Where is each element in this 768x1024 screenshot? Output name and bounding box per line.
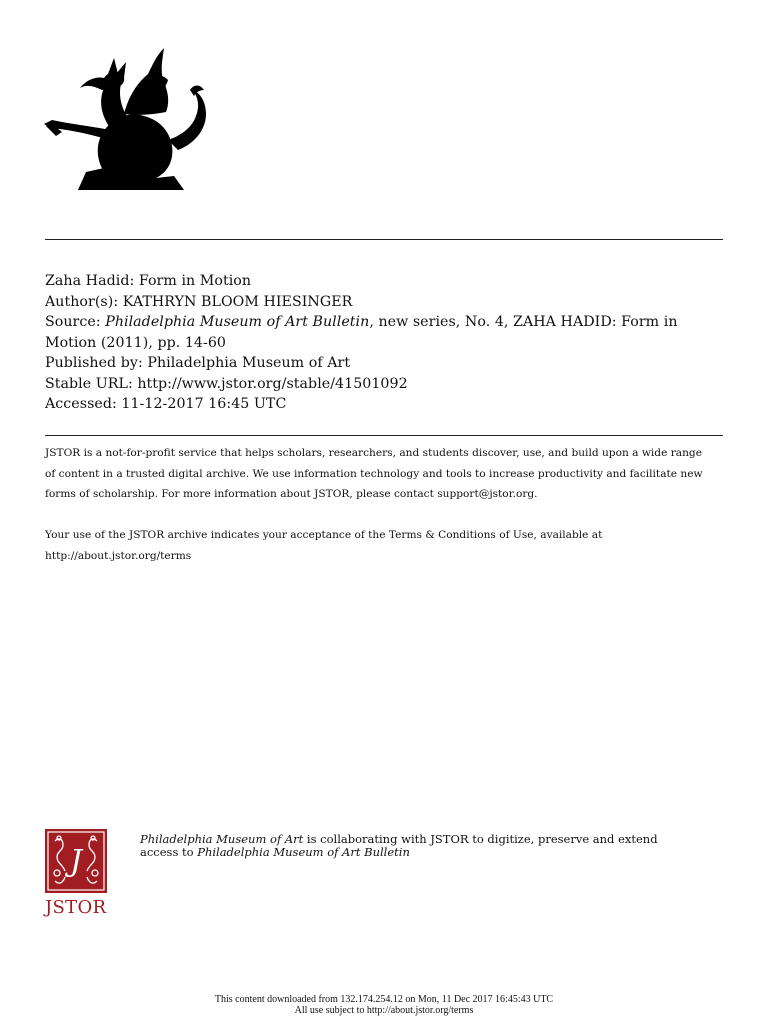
authors-value: KATHRYN BLOOM HIESINGER xyxy=(122,293,353,310)
source-line-continued: Motion (2011), pp. 14-60 xyxy=(45,334,226,351)
collaborator-name: Philadelphia Museum of Art xyxy=(140,832,304,846)
griffin-icon xyxy=(44,44,208,192)
source-label: Source: xyxy=(45,314,101,330)
publisher-value: Philadelphia Museum of Art xyxy=(147,355,351,371)
terms-paragraph xyxy=(45,525,715,566)
collaboration-journal: Philadelphia Museum of Art Bulletin xyxy=(197,844,410,859)
top-divider xyxy=(45,239,723,240)
jstor-notice xyxy=(45,443,715,566)
terms-link[interactable]: http://about.jstor.org/terms xyxy=(45,549,192,562)
stable-url-line xyxy=(45,374,725,395)
stable-url-label: Stable URL: xyxy=(45,375,133,392)
accessed-label: Accessed: xyxy=(45,396,117,412)
source-details: , new series, No. 4, ZAHA HADID: Form in xyxy=(369,314,678,330)
terms-text: Your use of the JSTOR archive indicates your acceptance of the Terms & Conditions of Use, available at xyxy=(45,529,603,541)
collaboration-text: is collaborating with JSTOR to digitize, preserve and extend xyxy=(303,832,658,846)
jstor-wordmark: JSTOR xyxy=(45,897,107,918)
download-info: This content downloaded from 132.174.254.12 on Mon, 11 Dec 2017 16:45:43 UTC xyxy=(214,994,554,1005)
publisher-label: Published by: xyxy=(45,355,143,371)
jstor-seal-icon xyxy=(45,829,107,893)
stable-url-link[interactable]: http://www.jstor.org/stable/41501092 xyxy=(137,375,408,392)
citation-block xyxy=(45,271,725,415)
authors-line xyxy=(45,292,725,313)
page-footer xyxy=(0,994,768,1016)
source-line xyxy=(45,312,725,333)
jstor-about-paragraph: JSTOR is a not-for-profit service that helps scholars, researchers, and students discover, use, and build upon a wide range of content in a trusted digital archive. We use information technology and tools to increase productivity and facilitate new forms of scholarship. For more information about JSTOR, please contact support@jstor.org. xyxy=(45,447,703,500)
collaboration-access-text: access to xyxy=(140,844,198,859)
source-journal: Philadelphia Museum of Art Bulletin xyxy=(105,314,370,330)
middle-divider xyxy=(45,435,723,436)
accessed-line xyxy=(45,394,725,415)
article-title: Zaha Hadid: Form in Motion xyxy=(45,273,252,289)
accessed-value: 11-12-2017 16:45 UTC xyxy=(121,396,287,412)
terms-footer: All use subject to http://about.jstor.org/terms xyxy=(294,1005,474,1016)
authors-label: Author(s): xyxy=(45,293,119,310)
svg-text:J: J xyxy=(69,844,83,879)
publisher-line xyxy=(45,353,725,374)
collaboration-statement xyxy=(140,833,700,858)
